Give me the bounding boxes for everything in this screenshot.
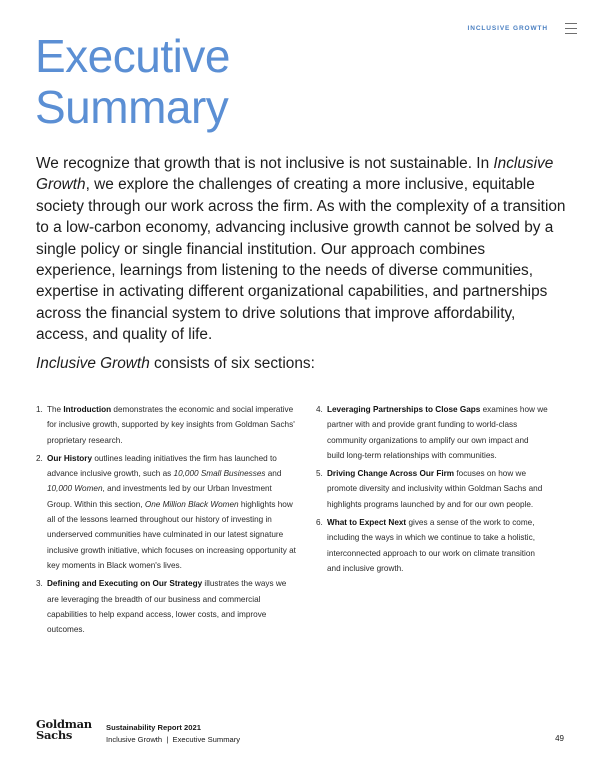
- section-text: examines how we partner with and provide grant funding to world-class community organizations to amplify our own impact and build long-term relationships with communities.: [327, 405, 548, 460]
- intro-paragraph: [36, 153, 566, 346]
- program-name: 10,000 Small Businesses: [173, 469, 266, 479]
- section-item-3: [36, 576, 298, 637]
- program-name: One Million Black Women: [144, 499, 239, 509]
- section-number: 1.: [36, 405, 43, 414]
- sections-list-left: [36, 402, 298, 640]
- section-text: highlights how all of the lessons learned throughout our history of investing in underserved communities have culminated in our latest signature inclusive growth initiative, which focuses on increasing opportunity at key moments in Black women's lives.: [47, 499, 296, 570]
- section-number: 5.: [316, 469, 323, 479]
- section-title[interactable]: Leveraging Partnerships to Close Gaps: [327, 405, 481, 414]
- section-text: gives a sense of the work to come, including the ways in which we continue to take a holistic, interconnected approach to our work on climate transition and inclusive growth.: [327, 518, 535, 573]
- section-item-4: [316, 402, 548, 463]
- section-number: 2.: [36, 453, 43, 463]
- page-title: [35, 31, 455, 133]
- title-line-2: Summary: [35, 81, 229, 133]
- section-text: and: [265, 469, 282, 479]
- section-item-5: [316, 466, 548, 512]
- section-text: focuses on how we promote diversity and inclusivity within Goldman Sachs and highlights programs launched by and for our own people.: [327, 469, 543, 509]
- sections-heading-italic: Inclusive Growth: [36, 355, 150, 372]
- menu-bar: [565, 23, 577, 24]
- section-number: 4.: [316, 405, 323, 414]
- menu-bar: [565, 33, 577, 34]
- goldman-sachs-logo[interactable]: [36, 719, 92, 741]
- section-title[interactable]: Our History: [47, 453, 93, 463]
- intro-report-name: Inclusive Growth: [36, 155, 554, 194]
- section-label[interactable]: INCLUSIVE GROWTH: [467, 25, 548, 32]
- footer-breadcrumb: Inclusive Growth | Executive Summary: [106, 735, 241, 744]
- footer-info: [106, 722, 240, 746]
- section-item-1: [36, 402, 298, 448]
- intro-text-1: We recognize that growth that is not inclusive is not sustainable. In: [36, 155, 494, 172]
- menu-bar: [565, 28, 577, 29]
- section-number: 3.: [36, 579, 43, 589]
- section-item-2: [36, 451, 298, 573]
- intro-text-2: , we explore the challenges of creating a more inclusive, equitable society through our work across the firm. As with the complexity of a transition to a low-carbon economy, advancing inclusive growth cannot be solved by a single policy or single financial institution. Our approach combines experience, learnings from listening to the needs of diverse communities, expertise in activating different organizational capabilities, and partnerships across the financial system to drive solutions that improve affordability, access, and quality of life.: [36, 176, 566, 344]
- section-title[interactable]: Introduction: [63, 405, 112, 414]
- report-title: Sustainability Report 2021: [106, 723, 201, 732]
- section-text: , and investments led by our Urban Investment Group. Within this section,: [47, 484, 272, 509]
- hamburger-menu-icon[interactable]: [565, 23, 577, 34]
- section-text: demonstrates the economic and social imperative for inclusive growth, supported by key insights from Goldman Sachs' proprietary research.: [47, 405, 295, 445]
- logo-line-1: Goldman: [36, 717, 92, 731]
- title-line-1: Executive: [35, 30, 230, 82]
- section-title[interactable]: Defining and Executing on Our Strategy: [47, 579, 203, 589]
- section-text: illustrates the ways we are leveraging the breadth of our business and commercial capabilities to help expand access, lower costs, and improve outcomes.: [47, 579, 287, 635]
- section-title[interactable]: Driving Change Across Our Firm: [327, 469, 455, 479]
- sections-heading-text: consists of six sections:: [149, 355, 315, 372]
- section-item-6: [316, 515, 548, 576]
- section-text: outlines leading initiatives the firm has launched to advance inclusive growth, such as: [47, 453, 277, 479]
- program-name: 10,000 Women: [47, 484, 103, 494]
- section-text: The: [47, 405, 64, 414]
- logo-line-2: Sachs: [36, 728, 73, 742]
- section-title[interactable]: What to Expect Next: [327, 518, 407, 528]
- section-number: 6.: [316, 518, 323, 528]
- sections-list-right: [316, 402, 548, 579]
- page-number: 49: [555, 734, 564, 743]
- sections-heading: [36, 353, 566, 374]
